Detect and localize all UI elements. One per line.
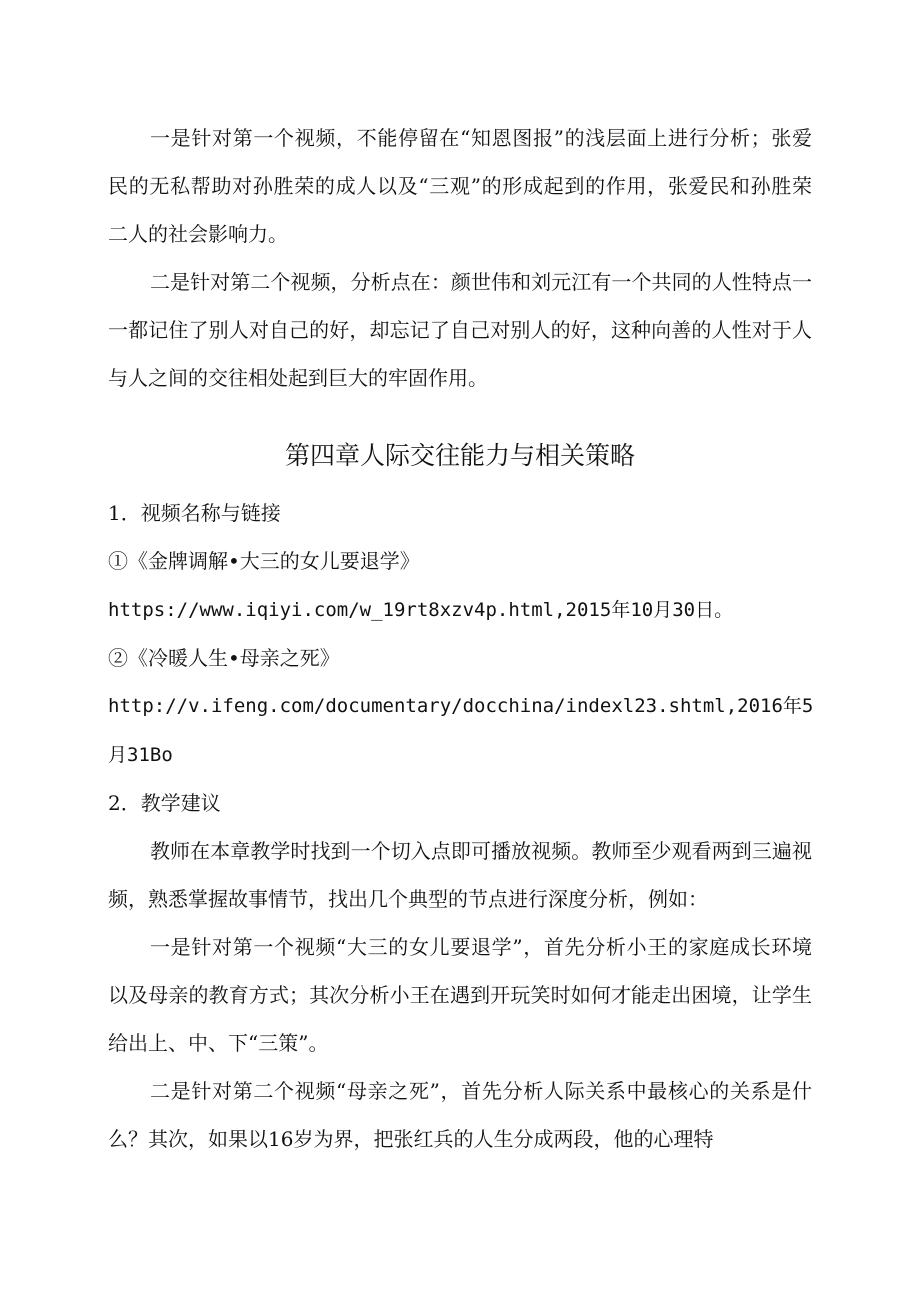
paragraph-line: 一是针对第一个视频“大三的女儿要退学”，首先分析小王的家庭成长环境 <box>150 935 812 959</box>
paragraph-line: 以及母亲的教育方式；其次分析小王在遇到开玩笑时如何才能走出困境，让学生 <box>108 983 812 1007</box>
paragraph-line: 一是针对第一个视频，不能停留在“知恩图报”的浅层面上进行分析；张爱 <box>150 126 812 150</box>
video-link: http://v.ifeng.com/documentary/docchina/indexl23.shtml,2016年5 <box>108 695 814 717</box>
video-title: ①《金牌调解•大三的女儿要退学》 <box>108 549 420 573</box>
video-link: https://www.iqiyi.com/w_19rt8xzv4p.html,2015年10月30日。 <box>108 599 734 621</box>
paragraph-line: 民的无私帮助对孙胜荣的成人以及“三观”的形成起到的作用，张爱民和孙胜荣 <box>108 174 812 198</box>
paragraph-line: 给出上、中、下“三策”。 <box>108 1031 329 1055</box>
section-heading: 1．视频名称与链接 <box>108 501 281 525</box>
paragraph-line: 频，熟悉掌握故事情节，找出几个典型的节点进行深度分析，例如： <box>108 887 708 911</box>
section-heading: 2．教学建议 <box>108 791 221 815</box>
paragraph-line: 么？其次，如果以16岁为界，把张红兵的人生分成两段，他的心理特 <box>108 1127 714 1151</box>
paragraph-line: 二是针对第二个视频，分析点在：颜世伟和刘元江有一个共同的人性特点一 <box>150 270 812 294</box>
paragraph-line: 二人的社会影响力。 <box>108 222 288 246</box>
paragraph-line: 与人之间的交往相处起到巨大的牢固作用。 <box>108 366 488 390</box>
video-title: ②《冷暖人生•母亲之死》 <box>108 646 340 670</box>
video-link-continued: 月31Bo <box>108 744 173 766</box>
paragraph-line: 二是针对第二个视频“母亲之死”，首先分析人际关系中最核心的关系是什 <box>150 1079 812 1103</box>
chapter-title: 第四章人际交往能力与相关策略 <box>284 441 635 470</box>
paragraph-line: 教师在本章教学时找到一个切入点即可播放视频。教师至少观看两到三遍视 <box>150 839 812 863</box>
paragraph-line: 一都记住了别人对自己的好，却忘记了自己对别人的好，这种向善的人性对于人 <box>108 318 812 342</box>
